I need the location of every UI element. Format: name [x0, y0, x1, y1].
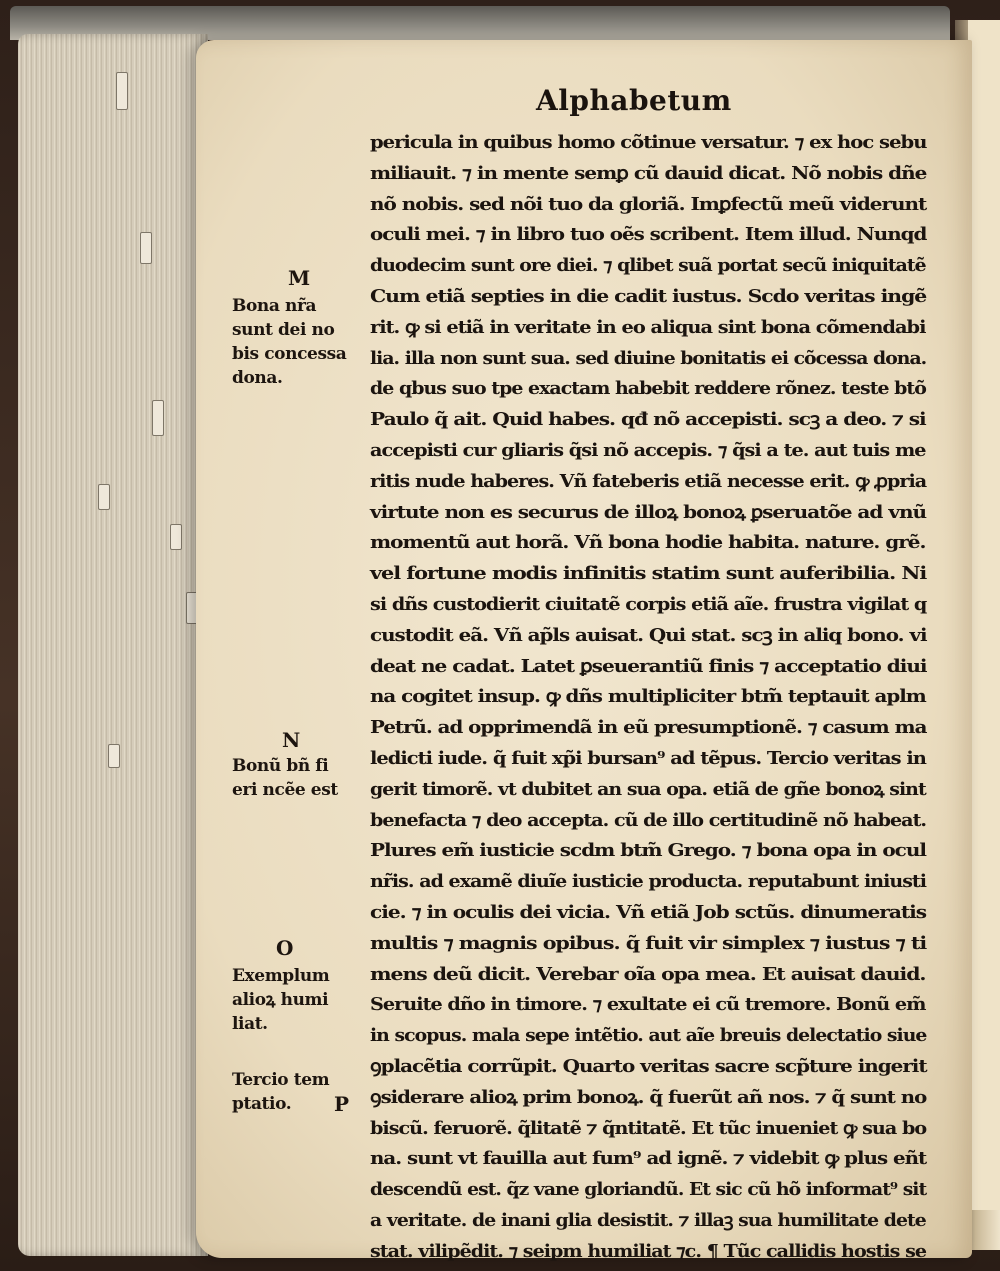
text-line: Paulo q̃ ait. Quid habes. qđ nõ accepisti. scꝫ a deo. ⁊ si — [370, 409, 926, 431]
text-line: si dñs custodierit ciuitatẽ corpis etiã aĩe. frustra vigilat q — [370, 593, 927, 615]
margin-note-o — [232, 964, 329, 1036]
text-line: nõ nobis. sed nõi tuo da gloriã. Imꝑfectũ meũ viderunt — [370, 193, 927, 215]
thumb-index-tab — [98, 484, 110, 510]
text-line: multis ⁊ magnis opibus. q̃ fuit vir simplex ⁊ iustus ⁊ ti — [370, 932, 927, 954]
margin-note-m — [232, 294, 346, 390]
text-line: biscũ. feruorẽ. q̃litatẽ ⁊ q̃ntitatẽ. Et tũc inueniet ꝙ sua bo — [370, 1117, 927, 1139]
text-line: ꝯsiderare alioꝝ prim bonoꝝ. q̃ fuerũt añ nos. ⁊ q̃ sunt no — [370, 1086, 927, 1108]
text-line: accepisti cur gliaris q̃si nõ accepis. ⁊ q̃si a te. aut tuis me — [370, 439, 926, 461]
margin-note-line: Tercio tem — [232, 1070, 330, 1090]
text-line: custodit eã. Vñ ap̃ls auisat. Qui stat. scꝫ in aliq bono. vi — [370, 624, 927, 646]
text-line: cie. ⁊ in oculis dei vicia. Vñ etiã Job sctũs. dinumeratis — [370, 901, 927, 923]
margin-letter-o: O — [276, 936, 294, 960]
text-line: miliauit. ⁊ in mente semꝑ cũ dauid dicat. Nõ nobis dñe — [370, 162, 927, 184]
margin-note-line: sunt dei no — [232, 320, 335, 340]
text-line: mens deũ dicit. Verebar oĩa opa mea. Et auisat dauid. — [370, 963, 926, 985]
text-line: ritis nude haberes. Vñ fateberis etiã necesse erit. ꝙ ꝓpria — [370, 470, 927, 492]
text-line: oculi mei. ⁊ in libro tuo oẽs scribent. Item illud. Nunqd — [370, 224, 927, 246]
margin-note-line: Exemplum — [232, 966, 330, 986]
thumb-index-tab — [152, 400, 164, 436]
text-line: nr̃is. ad examẽ diuĩe iusticie producta. reputabunt iniusti — [370, 871, 927, 893]
text-line: descendũ est. q̃z vane gloriandũ. Et sic cũ hõ informat⁹ sit — [370, 1179, 927, 1201]
margin-letter-p: P — [334, 1092, 350, 1116]
margin-letter-m: M — [288, 266, 311, 290]
page-block-fore-edge — [18, 34, 208, 1256]
text-line: ꝯplacẽtia corrũpit. Quarto veritas sacre scp̃ture ingerit — [370, 1055, 927, 1077]
main-text-column — [370, 128, 930, 1262]
text-line: gerit timorẽ. vt dubitet an sua opa. etiã de gñe bonoꝝ sint — [370, 778, 926, 800]
margin-note-line: dona. — [232, 368, 283, 388]
text-line: stat. vilipẽdit. ⁊ seipm humiliat ⁊c. ¶ Tũc callidis hostis se — [370, 1240, 927, 1262]
margin-note-line: bis concessa — [232, 344, 347, 364]
thumb-index-tab — [116, 72, 128, 110]
margin-note-line: Bonũ bñ fi — [232, 756, 329, 776]
margin-note-line: liat. — [232, 1014, 268, 1034]
text-line: virtute non es securus de illoꝝ bonoꝝ ꝑseruatõe ad vnũ — [370, 501, 927, 523]
margin-note-line: alioꝝ humi — [232, 990, 329, 1010]
text-line: vel fortune modis infinitis statim sunt auferibilia. Ni — [370, 563, 927, 585]
text-line: rit. ꝙ si etiã in veritate in eo aliqua sint bona cõmendabi — [370, 316, 926, 338]
margin-note-n — [232, 754, 338, 802]
text-line: Plures em̃ iusticie scdm btm̃ Grego. ⁊ bona opa in ocul — [370, 840, 926, 862]
margin-note-line: ptatio. — [232, 1094, 292, 1114]
text-line: Cum etiã septies in die cadit iustus. Scdo veritas ingẽ — [370, 285, 927, 307]
text-line: in scopus. mala sepe intẽtio. aut aĩe breuis delectatio siue — [370, 1025, 927, 1047]
thumb-index-tab — [108, 744, 120, 768]
text-line: pericula in quibus homo cõtinue versatur. ⁊ ex hoc sebu — [370, 132, 927, 153]
margin-note-line: eri ncẽe est — [232, 780, 338, 800]
text-line: a veritate. de inani glia desistit. ⁊ illaꝫ sua humilitate dete — [370, 1209, 926, 1231]
text-line: momentũ aut horã. Vñ bona hodie habita. nature. grẽ. — [370, 532, 926, 554]
text-line: lia. illa non sunt sua. sed diuine bonitatis ei cõcessa dona. — [370, 347, 927, 369]
text-line: duodecim sunt ore diei. ⁊ qlibet suã portat secũ iniquitatẽ — [370, 255, 926, 277]
margin-note-line: Bona nr̃a — [232, 296, 317, 316]
text-line: na. sunt vt fauilla aut fum⁹ ad ignẽ. ⁊ videbit ꝙ plus eñt — [370, 1148, 927, 1170]
thumb-index-tab — [140, 232, 152, 264]
text-line: ledicti iude. q̃ fuit xp̃i bursan⁹ ad tẽpus. Tercio veritas in — [370, 747, 926, 769]
text-line: na cogitet insup. ꝙ dñs multipliciter btm̃ teptauit aplm — [370, 686, 926, 708]
text-line: de qbus suo tpe exactam habebit reddere rõnez. teste btõ — [370, 378, 926, 400]
text-line: Petrũ. ad opprimendã in eũ presumptionẽ. ⁊ casum ma — [370, 717, 927, 739]
text-line: deat ne cadat. Latet ꝑseuerantiũ finis ⁊ acceptatio diui — [370, 655, 927, 677]
margin-letter-n: N — [282, 728, 301, 752]
text-line: Seruite dño in timore. ⁊ exultate ei cũ tremore. Bonũ em̃ — [370, 994, 926, 1016]
thumb-index-tab — [170, 524, 182, 550]
margin-note-p — [232, 1068, 329, 1116]
text-line: benefacta ⁊ deo accepta. cũ de illo certitudinẽ nõ habeat. — [370, 809, 927, 831]
running-head: Alphabetum — [536, 84, 732, 117]
